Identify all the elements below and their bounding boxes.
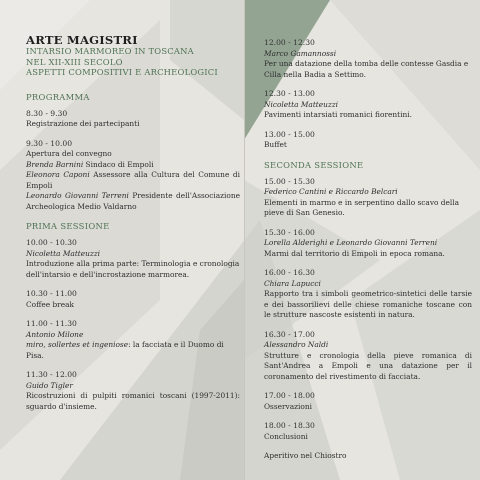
registration-time: 8.30 - 9.30	[26, 108, 68, 118]
session-time: 10.30 - 11.00	[26, 289, 77, 298]
speaker-name: Brenda Barnini	[26, 159, 84, 169]
conclusions-text: Conclusioni	[264, 431, 308, 441]
speaker-role: Sindaco di Empoli	[83, 159, 154, 169]
speaker-role: Assessore alla Cultura del Comune di Empoli	[26, 170, 240, 190]
speaker-name: Marco Gamannossi	[264, 48, 337, 58]
speaker-name: Eleonora Caponi	[26, 170, 90, 179]
talk-description: Ricostruzioni di pulpiti romanici toscani (1997-2011): sguardo d'insieme.	[26, 391, 240, 411]
talk-description: Pavimenti intarsiati romanici fiorentini.	[264, 110, 412, 119]
session-time: 11.30 - 12.00	[26, 370, 77, 379]
session-time: 16.00 - 16.30	[264, 268, 315, 277]
session-time: 15.00 - 15.30	[264, 176, 315, 186]
opening-time: 9.30 - 10.00	[26, 138, 73, 148]
speaker-terreni	[26, 191, 240, 212]
speaker-name: Alessandro Naldi	[264, 340, 329, 349]
event-title: ARTE MAGISTRI	[26, 33, 138, 47]
coffee-break-text: Coffee break	[26, 299, 74, 309]
subtitle-line-2: NEL XII-XIII SECOLO	[26, 56, 123, 67]
subtitle-line-1: INTARSIO MARMOREO IN TOSCANA	[26, 46, 194, 56]
session-time: 11.00 - 11.30	[26, 319, 77, 328]
seconda-sessione-heading: SECONDA SESSIONE	[264, 159, 364, 170]
speaker-name: Guido Tigler	[26, 380, 73, 390]
prima-sessione-heading: PRIMA SESSIONE	[26, 221, 110, 231]
session-time: 16.30 - 17.00	[264, 329, 315, 339]
speaker-name: Lorella Alderighi e Leonardo Giovanni Terreni	[264, 238, 438, 247]
subtitle-line-3: ASPETTI COMPOSITIVI E ARCHEOLOGICI	[26, 67, 218, 77]
speaker-caponi	[26, 170, 240, 191]
speaker-name: Chiara Lapucci	[264, 278, 321, 288]
session-time: 13.00 - 15.00	[264, 129, 315, 139]
programma-heading: PROGRAMMA	[26, 91, 90, 102]
talk-description: Elementi in marmo e in serpentino dallo scavo della pieve di San Genesio.	[264, 197, 460, 217]
speaker-name: Antonio Milone	[26, 329, 84, 339]
talk-description: Marmi dal territorio di Empoli in epoca romana.	[264, 248, 445, 258]
speaker-name: Leonardo Giovanni Terreni	[26, 191, 129, 200]
talk-description: Per una datazione della tomba delle contesse Gasdia e Cilla nella Badia a Settimo.	[264, 59, 469, 79]
page-fold	[244, 0, 245, 480]
observations-text: Osservazioni	[264, 401, 312, 411]
speaker-name: Nicoletta Matteuzzi	[264, 99, 339, 109]
talk-description: Strutture e cronologia della pieve romanica di Sant'Andrea a Empoli e una datazione per il coronamento del rivestimento di facciata.	[264, 350, 472, 381]
session-time: 17.00 - 18.00	[264, 391, 315, 400]
opening-text: Apertura del convegno	[26, 149, 112, 158]
right-column	[264, 38, 472, 462]
session-time: 15.30 - 16.00	[264, 227, 315, 237]
session-time: 12.30 - 13.00	[264, 89, 315, 98]
left-column	[26, 34, 240, 412]
session-time: 18.00 - 18.30	[264, 421, 315, 430]
speaker-name: Federico Cantini e Riccardo Belcari	[264, 187, 398, 196]
buffet-text: Buffet	[264, 140, 287, 149]
session-time: 10.00 - 10.30	[26, 238, 77, 247]
aperitivo-text: Aperitivo nel Chiostro	[264, 451, 347, 460]
registration-text: Registrazione dei partecipanti	[26, 119, 140, 128]
speaker-barnini	[26, 160, 240, 171]
speaker-name: Nicoletta Matteuzzi	[26, 248, 101, 258]
talk-description: Introduzione alla prima parte: Terminologia e cronologia dell'intarsio e dell'incrostazione marmorea.	[26, 259, 240, 279]
talk-description	[26, 340, 240, 361]
talk-title: : la facciata e il Duomo di Pisa.	[26, 340, 224, 360]
session-time: 12.00 - 12.30	[264, 38, 315, 47]
talk-quote: miro, sollertes et ingeniose	[26, 340, 129, 349]
talk-description: Rapporto tra i simboli geometrico-sintetici delle tarsie e dei bassorilievi delle chiese romaniche toscane con le strutture nascoste esistenti in natura.	[264, 289, 472, 319]
speaker-role: Presidente dell'Associazione Archeologica Medio Valdarno	[26, 191, 240, 211]
